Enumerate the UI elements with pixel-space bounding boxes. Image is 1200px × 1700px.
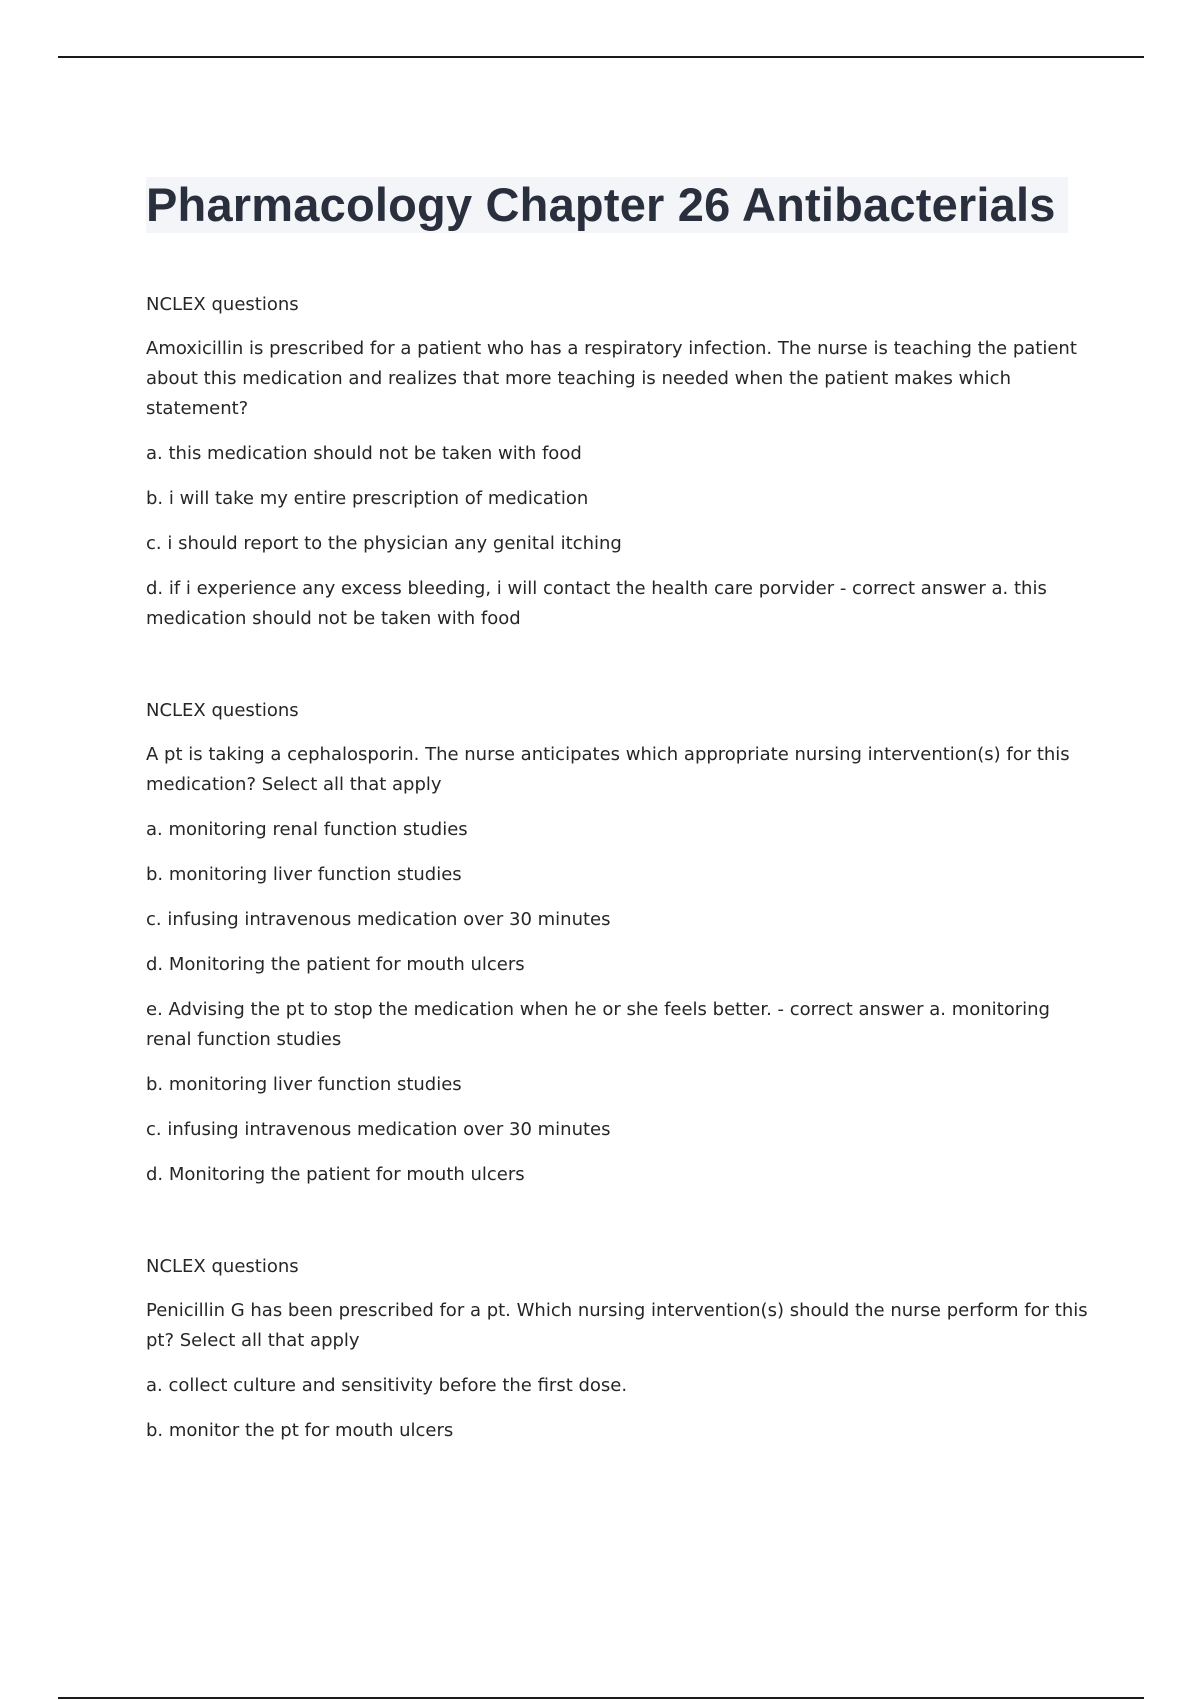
- question-stem: Penicillin G has been prescribed for a pt. Which nursing intervention(s) should the nurse perform for this pt? Select all that apply: [146, 1300, 1088, 1351]
- question-block-2: [146, 696, 1096, 1190]
- answer-option-with-correct-answer: d. if i experience any excess bleeding, i will contact the health care porvider - correct answer a. this medication should not be taken with food: [146, 578, 1047, 629]
- document-title: Pharmacology Chapter 26 Antibacterials: [146, 177, 1068, 233]
- question-block-3: [146, 1252, 1096, 1446]
- answer-option: c. infusing intravenous medication over 30 minutes: [146, 909, 611, 930]
- answer-option: a. monitoring renal function studies: [146, 819, 468, 840]
- answer-option: c. i should report to the physician any genital itching: [146, 533, 622, 554]
- answer-option-with-correct-answer: e. Advising the pt to stop the medication when he or she feels better. - correct answer a. monitoring renal function studies: [146, 999, 1050, 1050]
- correct-answer-line: c. infusing intravenous medication over 30 minutes: [146, 1119, 611, 1140]
- answer-option: b. i will take my entire prescription of medication: [146, 488, 589, 509]
- document-body: [146, 290, 1096, 1508]
- question-heading: NCLEX questions: [146, 700, 299, 721]
- question-heading: NCLEX questions: [146, 1256, 299, 1277]
- top-rule: [58, 56, 1144, 58]
- question-stem: A pt is taking a cephalosporin. The nurse anticipates which appropriate nursing intervention(s) for this medication? Select all that apply: [146, 744, 1070, 795]
- question-block-1: [146, 290, 1096, 634]
- answer-option: b. monitor the pt for mouth ulcers: [146, 1420, 454, 1441]
- correct-answer-line: b. monitoring liver function studies: [146, 1074, 462, 1095]
- answer-option: a. this medication should not be taken with food: [146, 443, 582, 464]
- bottom-rule: [58, 1697, 1144, 1699]
- answer-option: b. monitoring liver function studies: [146, 864, 462, 885]
- answer-option: d. Monitoring the patient for mouth ulcers: [146, 954, 525, 975]
- question-stem: Amoxicillin is prescribed for a patient who has a respiratory infection. The nurse is teaching the patient about this medication and realizes that more teaching is needed when the patient makes which statement?: [146, 338, 1077, 419]
- correct-answer-line: d. Monitoring the patient for mouth ulcers: [146, 1164, 525, 1185]
- answer-option: a. collect culture and sensitivity before the first dose.: [146, 1375, 628, 1396]
- question-heading: NCLEX questions: [146, 294, 299, 315]
